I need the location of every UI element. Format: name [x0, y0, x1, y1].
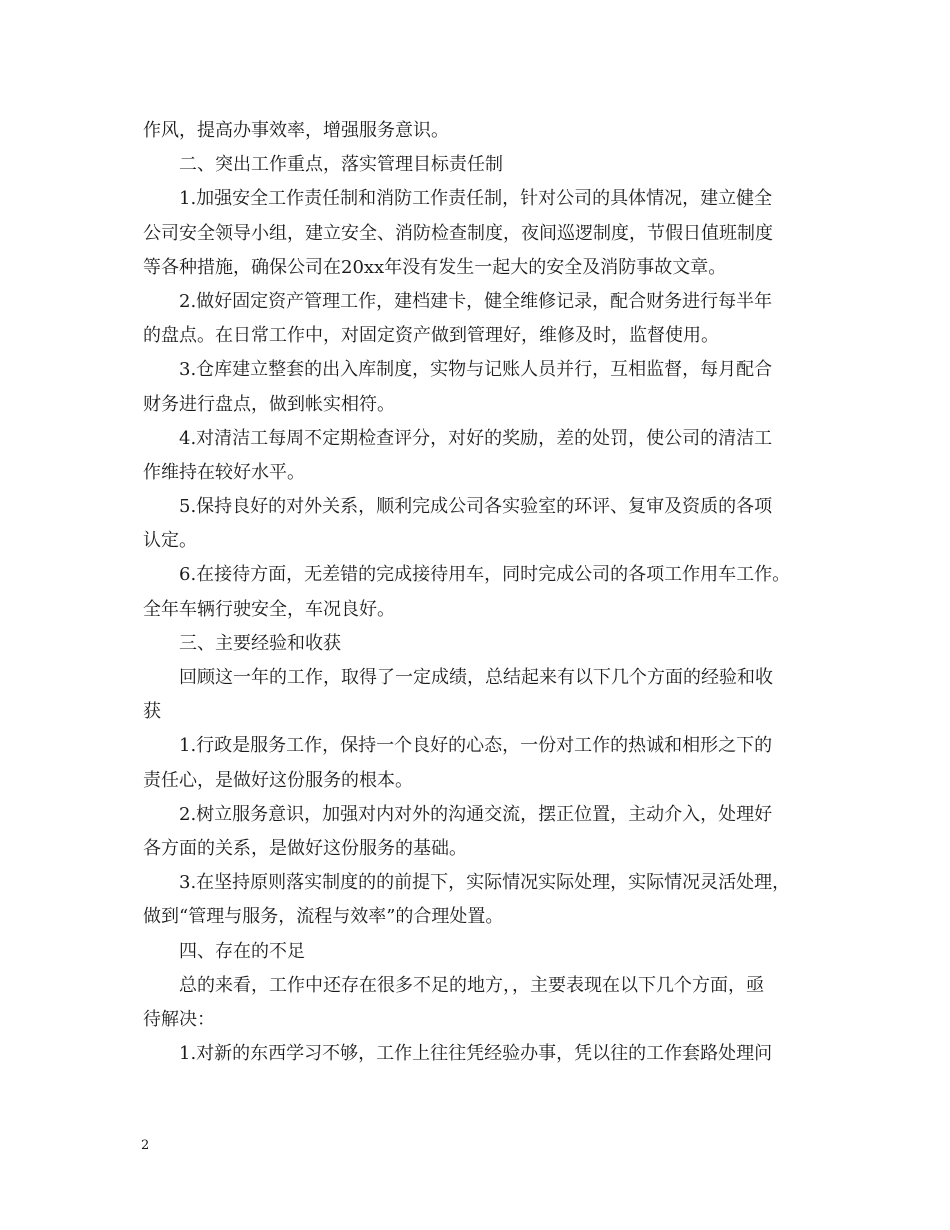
text-line: 等各种措施，确保公司在20xx年没有发生一起大的安全及消防事故文章。 [143, 256, 727, 278]
text-line: 4.对清洁工每周不定期检查评分，对好的奖励，差的处罚，使公司的清洁工 [179, 427, 773, 449]
text-line: 作维持在较好水平。 [143, 461, 305, 483]
text-line: 6.在接待方面，无差错的完成接待用车，同时完成公司的各项工作用车工作。 [179, 564, 791, 586]
text-line: 2.树立服务意识，加强对内对外的沟通交流，摆正位置，主动介入，处理好 [179, 803, 773, 825]
text-line: 回顾这一年的工作，取得了一定成绩，总结起来有以下几个方面的经验和收 [179, 667, 773, 688]
text-line: 1.行政是服务工作，保持一个良好的心态，一份对工作的热诚和相形之下的 [179, 735, 773, 757]
document-body [143, 114, 823, 1071]
text-line: 三、主要经验和收获 [179, 632, 341, 654]
text-line: 待解决： [143, 1008, 215, 1030]
text-line: 2.做好固定资产管理工作，建档建卡，健全维修记录，配合财务进行每半年 [179, 290, 773, 312]
text-line: 3.在坚持原则落实制度的的前提下，实际情况实际处理，实际情况灵活处理， [179, 872, 791, 894]
text-line: 责任心，是做好这份服务的根本。 [143, 769, 413, 791]
text-line: 认定。 [143, 530, 197, 552]
text-line: 获 [143, 701, 161, 723]
text-line: 公司安全领导小组，建立安全、消防检查制度，夜间巡逻制度，节假日值班制度 [143, 222, 773, 244]
text-line: 各方面的关系，是做好这份服务的基础。 [143, 837, 467, 859]
text-line: 1.对新的东西学习不够，工作上往往凭经验办事，凭以往的工作套路处理问 [179, 1043, 773, 1065]
text-line: 财务进行盘点，做到帐实相符。 [143, 393, 395, 415]
text-line: 四、存在的不足 [179, 940, 305, 962]
text-line: 二、突出工作重点，落实管理目标责任制 [179, 154, 503, 176]
text-line: 总的来看，工作中还存在很多不足的地方，，主要表现在以下几个方面，亟 [179, 974, 764, 996]
text-line: 5.保持良好的对外关系，顺利完成公司各实验室的环评、复审及资质的各项 [179, 496, 773, 518]
text-line: 做到“管理与服务，流程与效率”的合理处置。 [143, 906, 504, 928]
text-line: 3.仓库建立整套的出入库制度，实物与记账人员并行，互相监督，每月配合 [179, 359, 773, 381]
text-line: 的盘点。在日常工作中，对固定资产做到管理好，维修及时，监督使用。 [143, 325, 719, 347]
text-line: 全年车辆行驶安全，车况良好。 [143, 598, 395, 620]
page-number: 2 [141, 1138, 150, 1153]
text-line: 1.加强安全工作责任制和消防工作责任制，针对公司的具体情况，建立健全 [179, 188, 773, 210]
text-line: 作风，提高办事效率，增强服务意识。 [143, 120, 449, 141]
